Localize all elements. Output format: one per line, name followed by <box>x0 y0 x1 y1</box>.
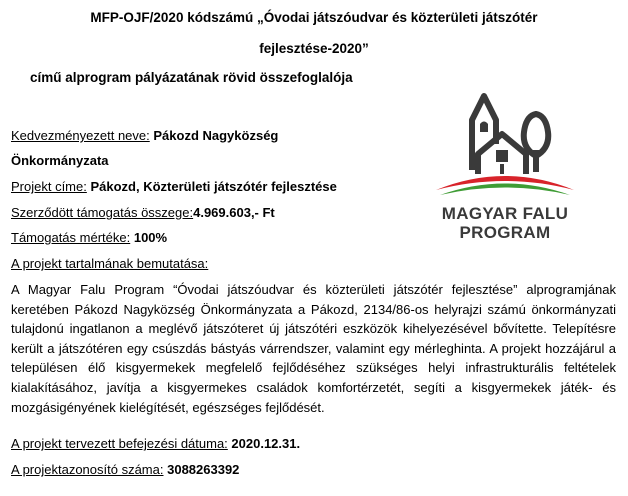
document-title-line2: fejlesztése-2020” <box>259 41 369 56</box>
completion-date-value: 2020.12.31. <box>231 436 301 451</box>
beneficiary-row <box>11 128 278 143</box>
beneficiary-label: Kedvezményezett neve: <box>11 128 150 143</box>
document-subtitle: című alprogram pályázatának rövid összefoglalója <box>30 70 353 85</box>
contract-amount-label: Szerződött támogatás összege: <box>11 205 194 220</box>
village-church-house-tree-icon <box>430 92 580 202</box>
description-label: A projekt tartalmának bemutatása: <box>11 256 209 271</box>
project-id-value: 3088263392 <box>167 462 240 477</box>
support-rate-label: Támogatás mértéke: <box>11 230 131 245</box>
description-text: A Magyar Falu Program “Óvodai játszóudvar és közterületi játszótér fejlesztése” alprogramjának keretében Pákozd Nagyközség Önkormányzata a Pákozd, 2134/86-os helyrajzi számú önkormányzati tulajdonú ingatlanon a meglévő játszóteret új játszótéri eszközök kihelyezésével bővítette. Telepítésre került a játszótéren egy csúszdás bástyás várrendszer, valamint egy mérleghinta. A projekt hozzájárul a településen élő kisgyermekek megfelelő fejlődéséhez szükséges helyi infrastrukturális feltételek kialakításához, javítja a kisgyermekes családok komfortérzetét, segíti a kisgyermekek játék- és mozgásigényének kielégítését, egészséges fejlődését. <box>11 282 616 415</box>
logo-text-line2: PROGRAM <box>459 223 551 242</box>
support-rate-value: 100% <box>133 230 168 245</box>
project-id-row <box>11 462 239 477</box>
contract-amount-row <box>11 205 275 220</box>
logo-text-line1: MAGYAR FALU <box>441 204 569 223</box>
beneficiary-value-line2: Önkormányzata <box>11 153 109 168</box>
project-title-row <box>11 179 337 194</box>
completion-date-label: A projekt tervezett befejezési dátuma: <box>11 436 228 451</box>
project-title-value: Pákozd, Közterületi játszótér fejlesztése <box>90 179 337 194</box>
project-title-label: Projekt címe: <box>11 179 87 194</box>
project-id-label: A projektazonosító száma: <box>11 462 164 477</box>
contract-amount-value: 4.969.603,- Ft <box>193 205 275 220</box>
completion-date-row <box>11 436 300 451</box>
document-title-line1: MFP-OJF/2020 kódszámú „Óvodai játszóudvar és közterületi játszótér <box>90 10 538 25</box>
beneficiary-value: Pákozd Nagyközség <box>153 128 279 143</box>
support-rate-row <box>11 230 167 245</box>
magyar-falu-program-logo <box>430 92 580 252</box>
